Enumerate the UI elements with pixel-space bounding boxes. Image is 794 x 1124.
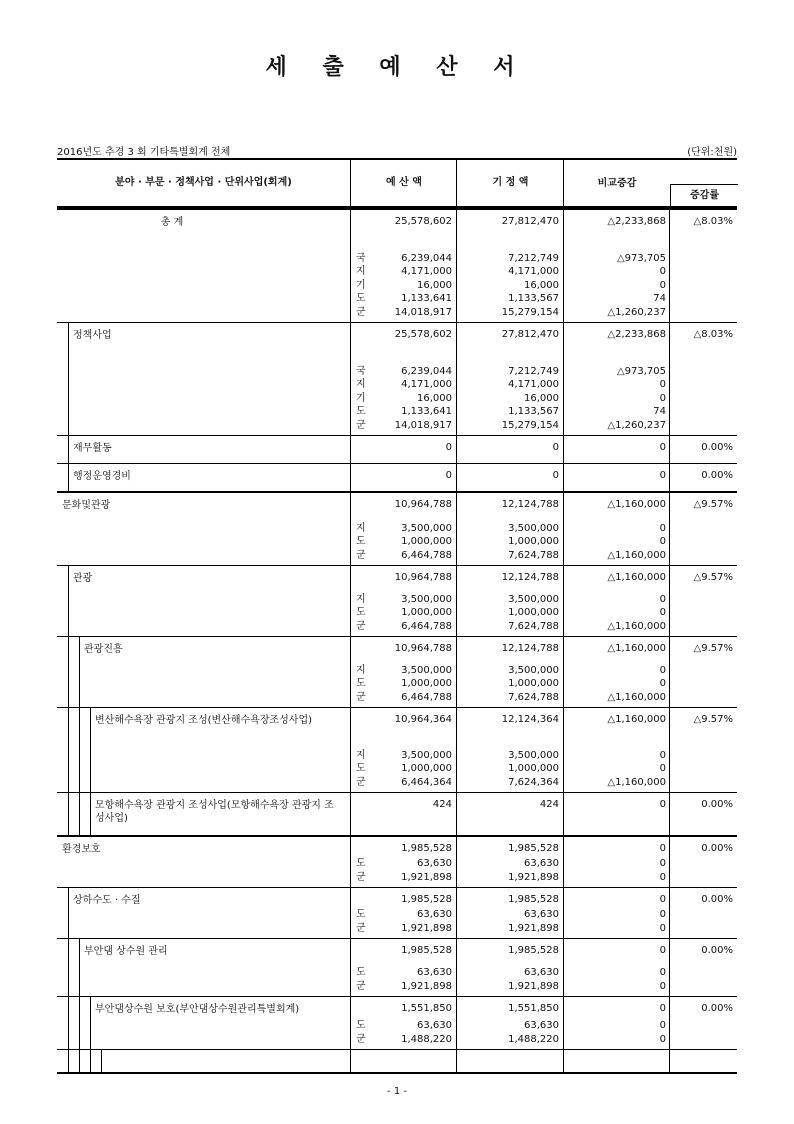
budget-value: 6,239,044 — [401, 365, 452, 377]
diff-value: △973,705 — [616, 252, 666, 264]
fund-code: 기 — [356, 392, 366, 404]
existing-value: 1,000,000 — [508, 763, 559, 774]
diff-value: 0 — [659, 871, 666, 883]
existing-value: 1,133,567 — [508, 406, 559, 417]
rate-value: 0.00% — [701, 799, 733, 810]
row-label: 문화및관광 — [62, 500, 111, 511]
fund-code: 도 — [356, 678, 366, 689]
fund-code: 군 — [356, 306, 366, 318]
rate-value: △8.03% — [693, 329, 733, 340]
header-rate: 증감률 — [670, 184, 738, 206]
existing-value: 12,124,364 — [501, 714, 559, 725]
budget-value: 25,578,602 — [394, 216, 452, 227]
header-diff: 비교증감 — [597, 178, 637, 189]
budget-value: 6,464,364 — [401, 776, 452, 788]
fund-code: 군 — [356, 620, 366, 632]
table-row — [57, 463, 737, 491]
fund-code: 군 — [356, 549, 366, 561]
fund-code: 도 — [356, 293, 366, 304]
diff-value: 0 — [659, 266, 666, 277]
fund-code: 도 — [356, 607, 366, 618]
existing-value: 4,171,000 — [508, 379, 559, 390]
rate-value: △9.57% — [693, 714, 733, 725]
header-diff-group — [563, 160, 738, 206]
budget-value: 6,464,788 — [401, 620, 452, 632]
existing-value: 0 — [552, 442, 559, 453]
budget-value: 3,500,000 — [401, 749, 452, 761]
budget-value: 3,500,000 — [401, 664, 452, 676]
existing-value: 63,630 — [524, 858, 559, 869]
existing-value: 1,985,528 — [508, 945, 559, 956]
fund-code: 도 — [356, 1020, 366, 1031]
existing-value: 1,921,898 — [508, 922, 559, 934]
budget-value: 1,000,000 — [401, 763, 452, 774]
existing-value: 27,812,470 — [501, 329, 559, 340]
budget-value: 3,500,000 — [401, 593, 452, 605]
header-existing: 기 정 액 — [456, 160, 564, 206]
existing-value: 424 — [539, 799, 559, 810]
fund-code: 국 — [356, 365, 366, 377]
budget-value: 1,551,850 — [401, 1003, 452, 1014]
table-header — [57, 158, 737, 208]
budget-value: 10,964,364 — [394, 714, 452, 725]
header-budget: 예 산 액 — [350, 160, 457, 206]
diff-value: △973,705 — [616, 365, 666, 377]
page-number: - 1 - — [387, 1086, 407, 1097]
rate-value: 0.00% — [701, 843, 733, 854]
budget-value: 1,921,898 — [401, 980, 452, 992]
diff-value: 0 — [659, 392, 666, 404]
existing-value: 3,500,000 — [508, 664, 559, 676]
budget-value: 1,133,641 — [401, 293, 452, 304]
diff-value: 0 — [659, 379, 666, 390]
budget-value: 14,018,917 — [394, 306, 452, 318]
diff-value: △1,160,000 — [607, 549, 666, 561]
existing-value: 7,624,788 — [508, 549, 559, 561]
existing-value: 1,000,000 — [508, 607, 559, 618]
existing-value: 3,500,000 — [508, 593, 559, 605]
table-row — [57, 565, 737, 636]
existing-value: 1,985,528 — [508, 843, 559, 854]
row-label: 관광진흥 — [84, 644, 123, 655]
existing-value: 7,624,364 — [508, 776, 559, 788]
fund-code: 도 — [356, 909, 366, 920]
row-label: 모항해수욕장 관광지 조성사업(모항해수욕장 관광지 조성사업) — [95, 800, 334, 824]
diff-value: 0 — [659, 894, 666, 905]
fund-code: 도 — [356, 967, 366, 978]
diff-value: △1,160,000 — [607, 776, 666, 788]
row-label: 환경보호 — [62, 844, 101, 855]
row-label: 부안댐상수원 보호(부안댐상수원관리특별회계) — [95, 1004, 300, 1015]
diff-value: △1,160,000 — [607, 499, 666, 510]
diff-value: 0 — [659, 749, 666, 761]
diff-value: 0 — [659, 607, 666, 618]
existing-value: 1,921,898 — [508, 871, 559, 883]
existing-value: 63,630 — [524, 1020, 559, 1031]
budget-value: 63,630 — [417, 858, 452, 869]
budget-value: 424 — [432, 799, 452, 810]
table-row — [57, 835, 737, 887]
diff-value: 0 — [659, 909, 666, 920]
existing-value: 1,000,000 — [508, 678, 559, 689]
table-row — [57, 208, 737, 322]
budget-table — [57, 158, 737, 1074]
existing-value: 27,812,470 — [501, 216, 559, 227]
diff-value: 0 — [659, 664, 666, 676]
existing-value: 1,488,220 — [508, 1033, 559, 1045]
existing-value: 63,630 — [524, 909, 559, 920]
header-category: 분야 · 부문 · 정책사업 · 단위사업(회계) — [115, 177, 292, 188]
rate-value: 0.00% — [701, 894, 733, 905]
diff-value: 0 — [659, 593, 666, 605]
table-row — [57, 938, 737, 996]
existing-value: 1,551,850 — [508, 1003, 559, 1014]
budget-value: 0 — [445, 442, 452, 453]
diff-value: 0 — [659, 980, 666, 992]
budget-value: 1,985,528 — [401, 945, 452, 956]
fund-code: 도 — [356, 406, 366, 417]
rate-value: △8.03% — [693, 216, 733, 227]
budget-value: 1,985,528 — [401, 894, 452, 905]
budget-value: 63,630 — [417, 909, 452, 920]
table-row — [57, 707, 737, 792]
table-row — [57, 996, 737, 1049]
fund-code: 지 — [356, 522, 366, 534]
table-row — [57, 491, 737, 565]
fund-code: 지 — [356, 749, 366, 761]
fund-code: 도 — [356, 858, 366, 869]
diff-value: △1,160,000 — [607, 691, 666, 703]
rate-value: △9.57% — [693, 572, 733, 583]
diff-value: 0 — [659, 1033, 666, 1045]
fund-code: 기 — [356, 279, 366, 291]
diff-value: 0 — [659, 522, 666, 534]
row-label: 재무활동 — [73, 443, 112, 454]
diff-value: △1,260,237 — [607, 306, 666, 318]
budget-value: 6,464,788 — [401, 691, 452, 703]
diff-value: 74 — [653, 406, 666, 417]
row-label: 변산해수욕장 관광지 조성(변산해수욕장조성사업) — [95, 715, 313, 726]
existing-value: 12,124,788 — [501, 499, 559, 510]
diff-value: 0 — [659, 1020, 666, 1031]
existing-value: 1,000,000 — [508, 536, 559, 547]
budget-value: 3,500,000 — [401, 522, 452, 534]
budget-value: 10,964,788 — [394, 572, 452, 583]
rate-value: 0.00% — [701, 1003, 733, 1014]
budget-value: 0 — [445, 470, 452, 481]
existing-value: 7,624,788 — [508, 620, 559, 632]
budget-value: 63,630 — [417, 967, 452, 978]
fund-code: 도 — [356, 536, 366, 547]
existing-value: 63,630 — [524, 967, 559, 978]
budget-value: 10,964,788 — [394, 499, 452, 510]
budget-value: 63,630 — [417, 1020, 452, 1031]
diff-value: 0 — [659, 470, 666, 481]
table-row — [57, 322, 737, 435]
existing-value: 4,171,000 — [508, 266, 559, 277]
row-label: 상하수도 · 수질 — [73, 895, 141, 906]
diff-value: △2,233,868 — [607, 216, 666, 227]
fund-code: 군 — [356, 980, 366, 992]
diff-value: 0 — [659, 1003, 666, 1014]
table-row — [57, 636, 737, 707]
existing-value: 1,921,898 — [508, 980, 559, 992]
page-title: 세 출 예 산 서 — [265, 55, 529, 80]
budget-value: 14,018,917 — [394, 419, 452, 431]
existing-value: 16,000 — [524, 279, 559, 291]
existing-value: 16,000 — [524, 392, 559, 404]
unit-label: (단위:천원) — [687, 147, 737, 158]
existing-value: 15,279,154 — [501, 419, 559, 431]
budget-value: 25,578,602 — [394, 329, 452, 340]
diff-value: △1,160,000 — [607, 643, 666, 654]
rate-value: △9.57% — [693, 643, 733, 654]
table-row — [57, 887, 737, 938]
fund-code: 지 — [356, 593, 366, 605]
fund-code: 지 — [356, 664, 366, 676]
fund-code: 군 — [356, 691, 366, 703]
budget-value: 1,985,528 — [401, 843, 452, 854]
table-row — [57, 435, 737, 463]
fund-code: 군 — [356, 1033, 366, 1045]
budget-value: 1,921,898 — [401, 922, 452, 934]
budget-value: 10,964,788 — [394, 643, 452, 654]
existing-value: 7,212,749 — [508, 365, 559, 377]
diff-value: △1,260,237 — [607, 419, 666, 431]
rate-value: 0.00% — [701, 945, 733, 956]
budget-value: 1,000,000 — [401, 678, 452, 689]
budget-value: 6,239,044 — [401, 252, 452, 264]
existing-value: 12,124,788 — [501, 572, 559, 583]
existing-value: 3,500,000 — [508, 749, 559, 761]
row-label: 관광 — [73, 573, 93, 584]
fund-code: 군 — [356, 419, 366, 431]
diff-value: 0 — [659, 922, 666, 934]
budget-value: 4,171,000 — [401, 379, 452, 390]
document-subtitle: 2016년도 추경 3 회 기타특별회계 전체 — [57, 147, 231, 158]
fund-code: 지 — [356, 266, 366, 277]
existing-value: 1,133,567 — [508, 293, 559, 304]
existing-value: 15,279,154 — [501, 306, 559, 318]
budget-value: 6,464,788 — [401, 549, 452, 561]
diff-value: 0 — [659, 279, 666, 291]
fund-code: 지 — [356, 379, 366, 390]
diff-value: 0 — [659, 945, 666, 956]
diff-value: △1,160,000 — [607, 714, 666, 725]
fund-code: 군 — [356, 776, 366, 788]
budget-value: 1,133,641 — [401, 406, 452, 417]
rate-value: △9.57% — [693, 499, 733, 510]
diff-value: △1,160,000 — [607, 572, 666, 583]
rate-value: 0.00% — [701, 470, 733, 481]
table-row — [57, 792, 737, 835]
fund-code: 국 — [356, 252, 366, 264]
fund-code: 군 — [356, 922, 366, 934]
existing-value: 3,500,000 — [508, 522, 559, 534]
budget-value: 1,488,220 — [401, 1033, 452, 1045]
diff-value: 0 — [659, 442, 666, 453]
rate-value: 0.00% — [701, 442, 733, 453]
row-label: 정책사업 — [73, 330, 112, 341]
fund-code: 도 — [356, 763, 366, 774]
row-label: 부안댐 상수원 관리 — [84, 946, 168, 957]
existing-value: 7,624,788 — [508, 691, 559, 703]
diff-value: △1,160,000 — [607, 620, 666, 632]
diff-value: 0 — [659, 799, 666, 810]
diff-value: 74 — [653, 293, 666, 304]
budget-value: 1,000,000 — [401, 536, 452, 547]
fund-code: 군 — [356, 871, 366, 883]
budget-value: 16,000 — [417, 279, 452, 291]
diff-value: △2,233,868 — [607, 329, 666, 340]
budget-value: 16,000 — [417, 392, 452, 404]
existing-value: 7,212,749 — [508, 252, 559, 264]
table-row — [57, 1049, 737, 1074]
diff-value: 0 — [659, 678, 666, 689]
diff-value: 0 — [659, 763, 666, 774]
budget-value: 1,000,000 — [401, 607, 452, 618]
budget-value: 1,921,898 — [401, 871, 452, 883]
existing-value: 1,985,528 — [508, 894, 559, 905]
diff-value: 0 — [659, 967, 666, 978]
row-label: 행정운영경비 — [73, 471, 131, 482]
existing-value: 0 — [552, 470, 559, 481]
existing-value: 12,124,788 — [501, 643, 559, 654]
diff-value: 0 — [659, 858, 666, 869]
diff-value: 0 — [659, 536, 666, 547]
table-body — [57, 208, 737, 1074]
row-label: 총 계 — [160, 217, 184, 228]
diff-value: 0 — [659, 843, 666, 854]
budget-value: 4,171,000 — [401, 266, 452, 277]
